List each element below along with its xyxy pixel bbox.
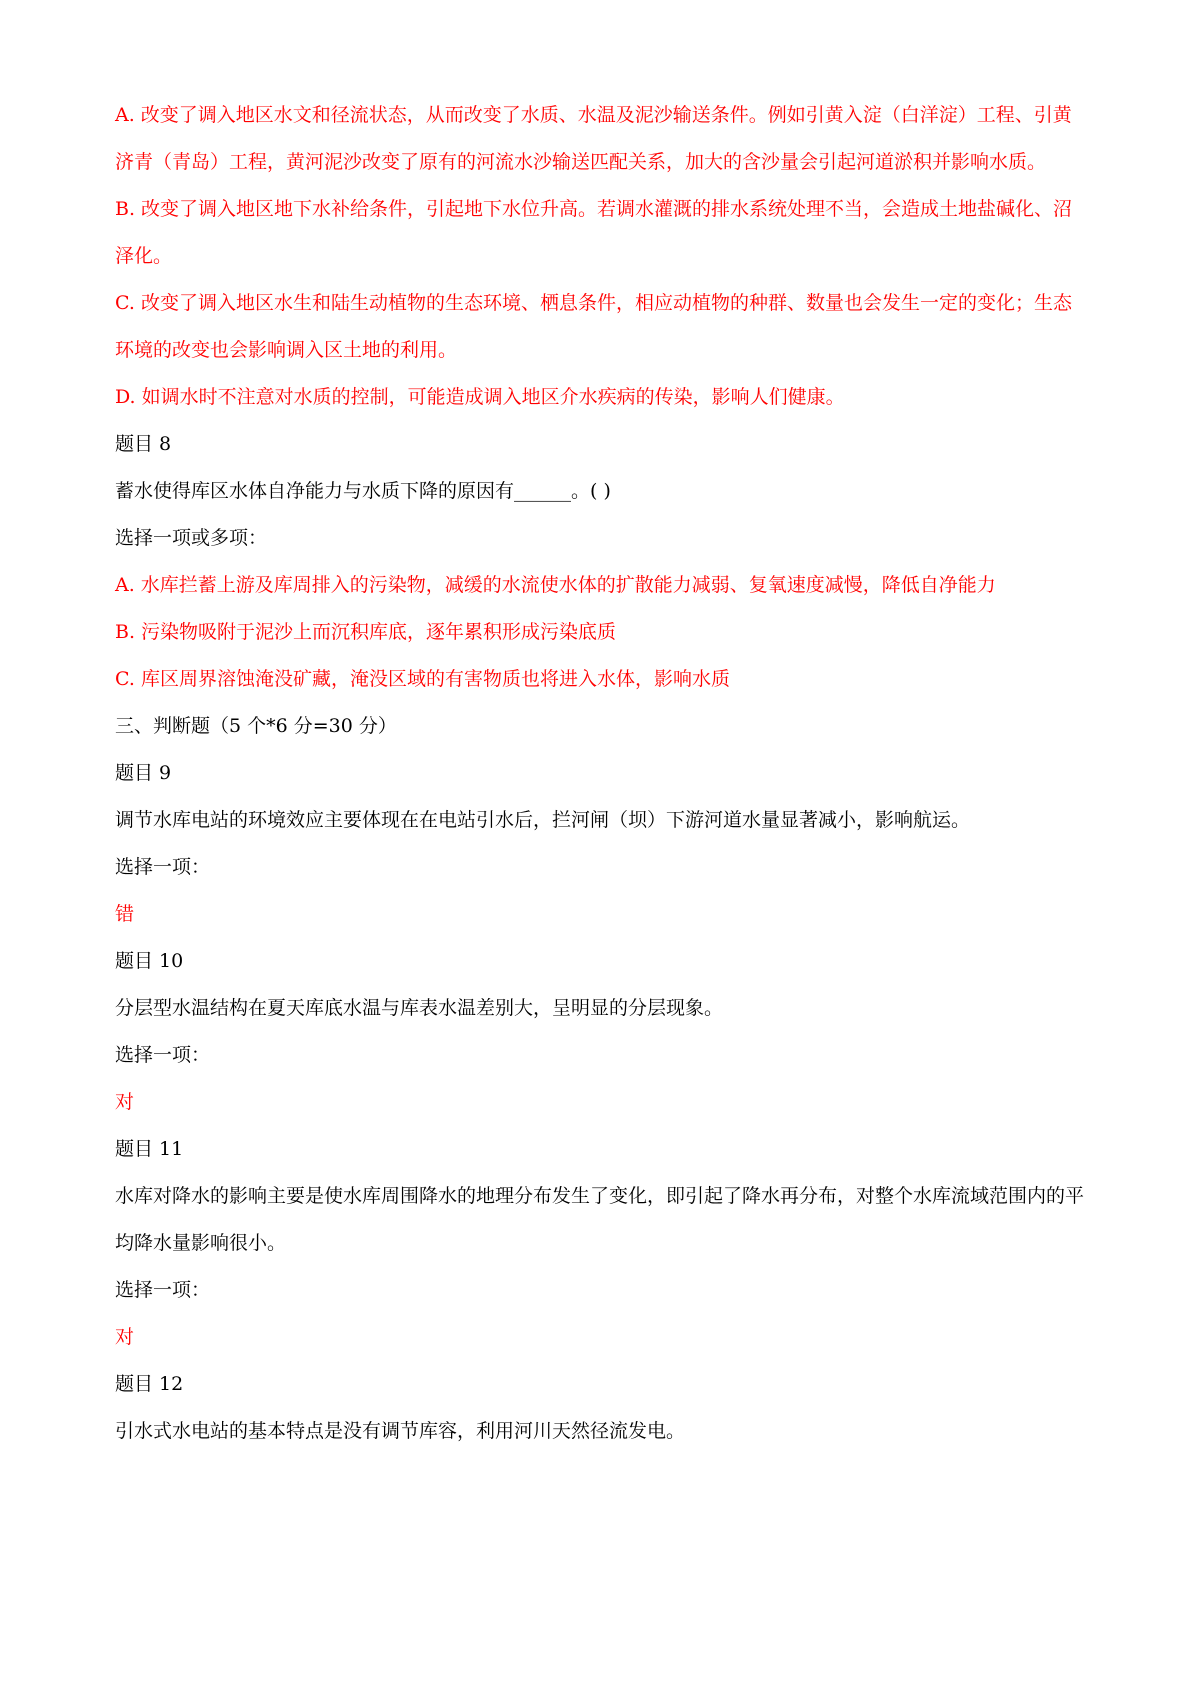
q8-option-a: A. 水库拦蓄上游及库周排入的污染物，减缓的水流使水体的扩散能力减弱、复氧速度减慢，降低自净能力 [115,574,996,596]
q8-option-b: B. 污染物吸附于泥沙上而沉积库底，逐年累积形成污染底质 [115,621,617,643]
q8-title: 题目 8 [115,433,172,455]
q12-title: 题目 12 [115,1373,184,1395]
q8-instruction: 选择一项或多项： [115,527,268,549]
q11-title: 题目 11 [115,1138,184,1160]
q9-instruction: 选择一项： [115,856,211,878]
q12-stem: 引水式水电站的基本特点是没有调节库容，利用河川天然径流发电。 [115,1420,686,1442]
q11-answer: 对 [115,1326,135,1348]
q8-option-c: C. 库区周界溶蚀淹没矿藏，淹没区域的有害物质也将进入水体，影响水质 [115,668,730,690]
section-title: 三、判断题（5 个*6 分=30 分） [115,715,397,737]
q10-stem: 分层型水温结构在夏天库底水温与库表水温差别大，呈明显的分层现象。 [115,997,724,1019]
q7-option-b: B. 改变了调入地区地下水补给条件，引起地下水位升高。若调水灌溉的排水系统处理不当，会造成土地盐碱化、沼泽化。 [115,198,1073,267]
q10-title: 题目 10 [115,950,184,972]
q7-option-a: A. 改变了调入地区水文和径流状态，从而改变了水质、水温及泥沙输送条件。例如引黄入淀（白洋淀）工程、引黄济青（青岛）工程，黄河泥沙改变了原有的河流水沙输送匹配关系，加大的含沙量会引起河道淤积并影响水质。 [115,104,1072,173]
q11-stem: 水库对降水的影响主要是使水库周围降水的地理分布发生了变化，即引起了降水再分布，对整个水库流域范围内的平均降水量影响很小。 [115,1185,1085,1254]
q9-title: 题目 9 [115,762,172,784]
q11-instruction: 选择一项： [115,1279,211,1301]
q10-answer: 对 [115,1091,135,1113]
q9-stem: 调节水库电站的环境效应主要体现在在电站引水后，拦河闸（坝）下游河道水量显著减小，影响航运。 [115,809,971,831]
q7-option-c: C. 改变了调入地区水生和陆生动植物的生态环境、栖息条件，相应动植物的种群、数量也会发生一定的变化；生态环境的改变也会影响调入区土地的利用。 [115,292,1072,361]
q8-stem: 蓄水使得库区水体自净能力与水质下降的原因有______。( ) [115,480,611,502]
q10-instruction: 选择一项： [115,1044,211,1066]
q9-answer: 错 [115,903,135,925]
document-content [115,92,1085,1455]
q7-option-d: D. 如调水时不注意对水质的控制，可能造成调入地区介水疾病的传染，影响人们健康。 [115,386,845,408]
